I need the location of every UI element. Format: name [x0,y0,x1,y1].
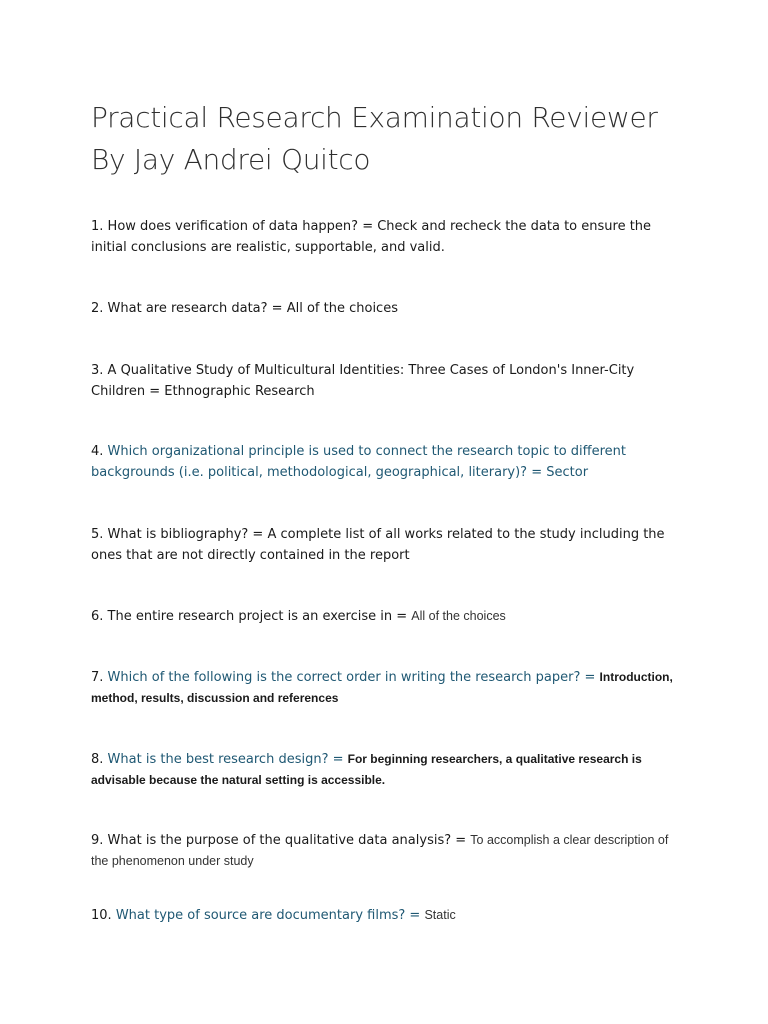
item-answer: Static [424,908,456,922]
item-question: What is the best research design? = [107,752,344,767]
qa-item-2 [91,298,686,319]
qa-item-5 [91,524,686,566]
item-question: A Qualitative Study of Multicultural Identities: Three Cases of London's Inner-City Children = [91,363,635,399]
item-answer: Introduction, method, results, discussion and references [91,670,673,705]
item-number: 6. [91,609,104,624]
item-number: 1. [91,219,104,234]
item-answer: All of the choices [286,301,398,316]
item-question: What is the purpose of the qualitative data analysis? = [107,833,467,848]
document-title: Practical Research Examination Reviewer By Jay Andrei Quitco [91,101,658,176]
item-number: 7. [91,670,104,685]
item-question: What are research data? = [107,301,283,316]
qa-item-3 [91,360,686,402]
item-answer: A complete list of all works related to the study including the ones that are not directly contained in the report [91,527,665,563]
item-answer: Ethnographic Research [164,384,315,399]
qa-item-6 [91,606,686,627]
item-answer: To accomplish a clear description of the phenomenon under study [91,833,669,868]
item-number: 2. [91,301,104,316]
item-number: 3. [91,363,104,378]
qa-item-8 [91,749,686,791]
item-number: 10. [91,908,112,923]
item-question: What is bibliography? = [107,527,264,542]
item-question: The entire research project is an exercise in = [107,609,408,624]
item-number: 8. [91,752,104,767]
item-question: Which of the following is the correct order in writing the research paper? = [107,670,596,685]
item-answer: Sector [546,465,589,480]
item-answer: Check and recheck the data to ensure the initial conclusions are realistic, supportable, and valid. [91,219,652,255]
item-question: How does verification of data happen? = [107,219,374,234]
item-answer: For beginning researchers, a qualitative research is advisable because the natural setting is accessible. [91,752,642,787]
item-number: 5. [91,527,104,542]
item-question: Which organizational principle is used to connect the research topic to different backgrounds (i.e. political, methodological, geographical, literary)? = [91,444,626,480]
qa-item-7 [91,667,686,709]
item-question: What type of source are documentary films? = [115,908,421,923]
qa-item-10 [91,905,686,926]
qa-item-4 [91,441,686,483]
item-number: 4. [91,444,104,459]
item-number: 9. [91,833,104,848]
qa-item-1 [91,216,686,258]
item-answer: All of the choices [411,609,506,623]
qa-item-9 [91,830,686,872]
